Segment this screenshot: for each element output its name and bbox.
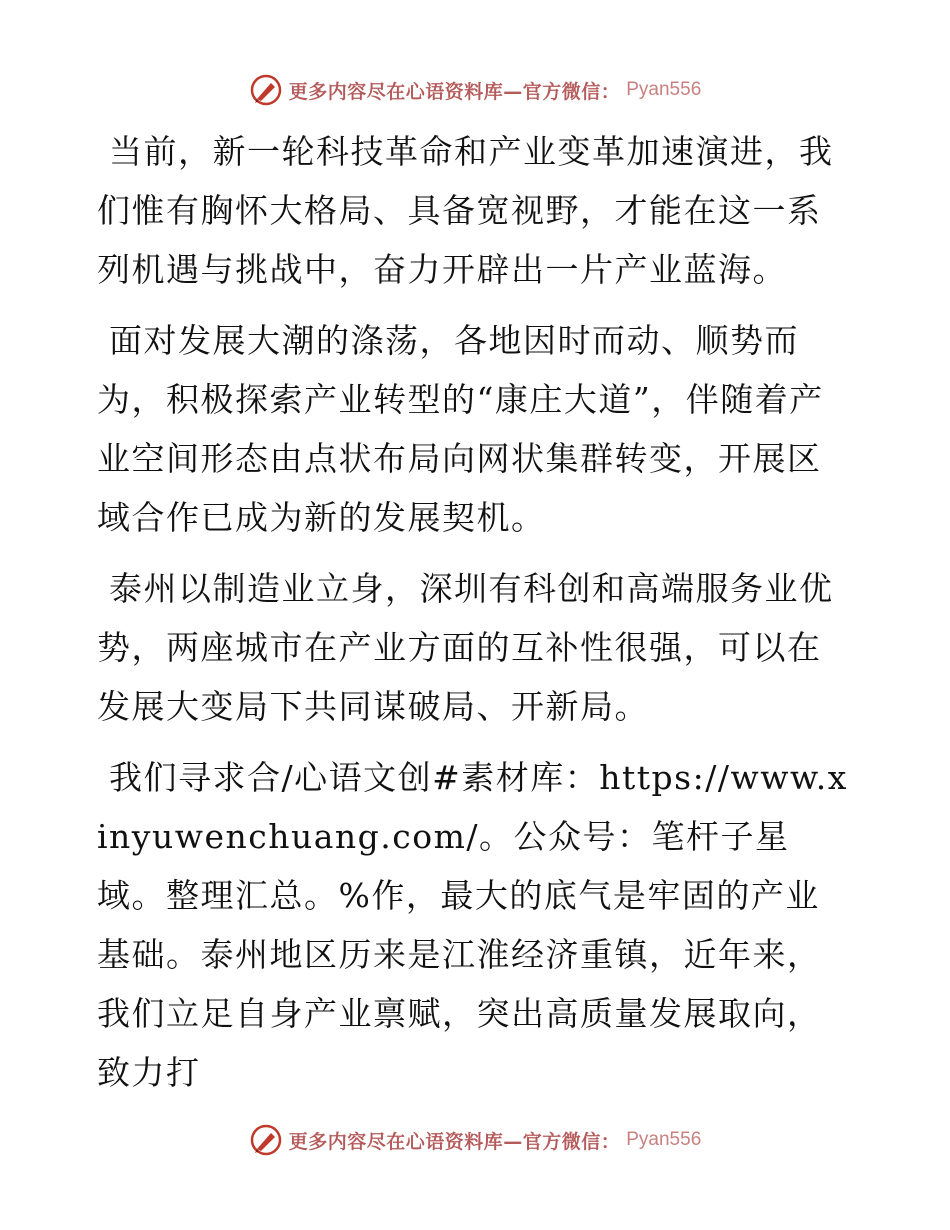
footer-banner xyxy=(0,1120,950,1160)
header-banner xyxy=(0,70,950,110)
banner-text: 更多内容尽在心语资料库—官方微信： xyxy=(288,80,621,103)
document-body xyxy=(97,122,849,1114)
paragraph-1: 当前，新一轮科技革命和产业变革加速演进，我们惟有胸怀大格局、具备宽视野，才能在这一系列机遇与挑战中，奋力开辟出一片产业蓝海。 xyxy=(97,132,834,289)
banner-wechat-id: Pyan556 xyxy=(626,1129,702,1150)
pen-logo-icon xyxy=(249,73,283,107)
banner-text: 更多内容尽在心语资料库—官方微信： xyxy=(288,1130,621,1153)
banner-wechat-id: Pyan556 xyxy=(626,79,702,100)
paragraph-4: 我们寻求合/心语文创#素材库：https://www.xinyuwenchuang.com/。公众号：笔杆子星域。整理汇总。%作，最大的底气是牢固的产业基础。泰州地区历来是江淮经济重镇，近年来，我们立足自身产业禀赋，突出高质量发展取向，致力打 xyxy=(97,758,848,1092)
paragraph-3: 泰州以制造业立身，深圳有科创和高端服务业优势，两座城市在产业方面的互补性很强，可以在发展大变局下共同谋破局、开新局。 xyxy=(97,569,834,726)
paragraph-2: 面对发展大潮的涤荡，各地因时而动、顺势而为，积极探索产业转型的“康庄大道”，伴随着产业空间形态由点状布局向网状集群转变，开展区域合作已成为新的发展契机。 xyxy=(97,321,824,537)
pen-logo-icon xyxy=(249,1123,283,1157)
